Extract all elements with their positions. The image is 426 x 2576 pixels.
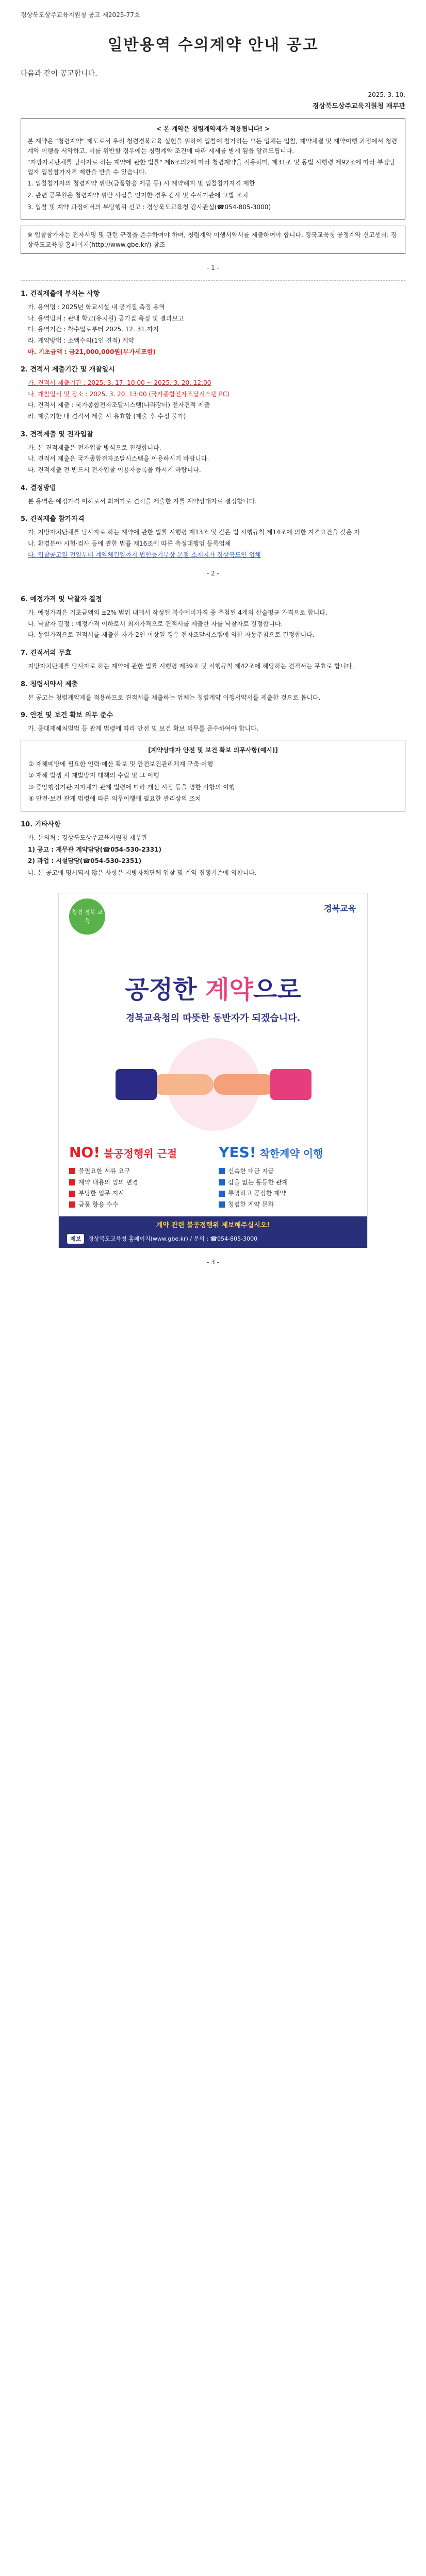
yes-item-text: 투명하고 공정한 계약 [228,1190,286,1197]
section-item: 가. 문의처 : 경상북도상주교육지원청 재무관 [28,834,148,842]
section-title: 2. 견적서 제출기간 및 개찰일시 [21,366,115,374]
page-number: - 2 - [207,570,219,578]
poster-headline-part: 공정한 [125,975,206,1005]
no-heading-text: 불공정행위 근절 [100,1147,177,1160]
check-icon [219,1179,225,1185]
notice-number: 경상북도상주교육지원청 공고 제2025-77호 [21,11,140,19]
notice-text: ※ 입찰참가자는 전자서명 및 관련 규정을 준수하여야 하며, 청렴계약 이행서약서를 제출하여야 합니다. 경북교육청 공정계약 신고센터: 경상북도교육청 홈페이지(http://www.gbe.kr/) 참조 [27,231,397,248]
section-item: 가. 본 견적제출은 전자입찰 방식으로 진행합니다. [28,444,161,451]
section-title: 6. 예정가격 및 낙찰자 결정 [21,595,102,603]
summary-item: ③ 중앙행정기관·지자체가 관계 법령에 따라 개선 시정 등을 명한 사항의 이행 [28,783,235,791]
check-icon [219,1191,225,1197]
poster-footer-row [67,1234,359,1244]
integrity-para: "지방자치단체를 당사자로 하는 계약에 관한 법률" 제6조의2에 따라 청렴계약을 적용하며, 제31조 및 동법 시행령 제92조에 따라 부정당업자 입찰참가자격 제한을 받을 수 있습니다. [27,159,395,176]
yes-heading-mark: YES! [219,1143,256,1161]
no-item-text: 불필요한 서류 요구 [78,1167,130,1175]
no-item-text: 부당한 업무 지시 [78,1190,124,1197]
section-item-highlight: 가. 견적서 제출기간 : 2025. 3. 17. 10:00 ~ 2025. 3. 20. 12:00 [28,379,211,387]
poster-subheadline: 경북교육청의 따뜻한 동반자가 되겠습니다. [125,1012,301,1024]
handshake-icon [74,1033,353,1136]
section-item: 라. 제출기한 내 견적서 제출 시 유효함 (제출 후 수정 불가) [28,413,186,420]
section-2 [21,365,405,421]
section-10 [21,820,405,878]
no-item-text: 계약 내용의 임의 변경 [78,1178,138,1186]
section-item: 가. 지방자치단체를 당사자로 하는 계약에 관한 법률 시행령 제13조 및 같은 법 시행규칙 제14조에 의한 자격요건을 갖춘 자 [28,529,361,536]
section-item: 다. 용역기간 : 착수일로부터 2025. 12. 31.까지 [28,326,159,333]
section-title: 5. 견적제출 참가자격 [21,515,85,523]
yes-item [219,1166,357,1176]
section-item: 나. 환경분야 시험·검사 등에 관한 법률 제16조에 따른 측정대행업 등록업체 [28,540,231,548]
poster-top [59,893,367,971]
yes-item [219,1178,357,1188]
fair-contract-poster [58,893,368,1248]
notice-date: 2025. 3. 10. [368,91,405,98]
integrity-para: 2. 관련 공무원은 청렴계약 위반 사실을 인지한 경우 감사 및 수사기관에 고발 조치 [27,192,249,199]
no-heading [69,1141,207,1163]
section-6 [21,595,405,640]
poster-headline [59,971,367,1009]
poster-footer [59,1216,367,1248]
check-icon [69,1201,75,1208]
summary-item: ④ 안전·보건 관계 법령에 따른 의무이행에 필요한 관리상의 조치 [28,795,201,803]
section-1 [21,289,405,357]
section-title: 3. 견적제출 및 전자입찰 [21,430,93,438]
integrity-para: 3. 입찰 및 계약 과정에서의 부당행위 신고 : 경상북도교육청 감사관실(☎054-805-3000) [27,203,271,211]
integrity-box-title: < 본 계약은 청렴계약제가 적용됩니다! > [156,125,270,132]
yes-item-text: 신속한 대금 지급 [228,1167,274,1175]
section-title: 10. 기타사항 [21,820,61,828]
section-item: 가. 중대재해처벌법 등 관계 법령에 따라 안전 및 보건 확보 의무를 준수하여야 합니다. [28,725,259,733]
section-5 [21,514,405,560]
summary-title: [계약상대자 안전 및 보건 확보 의무사항(예시)] [148,746,278,754]
yes-item [219,1189,357,1198]
yes-heading [219,1141,357,1163]
section-item: 가. 용역명 : 2025년 학교시설 내 공기질 측정 용역 [28,303,165,311]
section-item: 라. 계약방법 : 소액수의(1인 견적) 계약 [28,336,135,344]
contact-item: 1) 공고 : 재무관 계약담당(☎054-530-2331) [28,845,162,853]
no-item [69,1189,207,1198]
section-item: 다. 견적서 제출 : 국가종합전자조달시스템(나라장터) 전자견적 제출 [28,401,210,409]
check-icon [219,1201,225,1208]
poster-columns [59,1136,367,1216]
yes-column [219,1141,357,1211]
summary-list [28,759,398,804]
section-item: 다. 견적제출 전 반드시 전자입찰 이용자등록을 하시기 바랍니다. [28,466,201,473]
poster-footer-text: 경상북도교육청 홈페이지(www.gbe.kr) / 문의 : ☎054-805-3000 [88,1235,258,1242]
check-icon [69,1179,75,1185]
no-item [69,1166,207,1176]
summary-item: ① 재해예방에 필요한 인력·예산 확보 및 안전보건관리체계 구축·이행 [28,760,214,768]
no-item [69,1200,207,1210]
integrity-para: 1. 입찰참가자의 청렴계약 위반(금품향응 제공 등) 시 계약해지 및 입찰참가자격 제한 [27,180,255,188]
report-badge: 제보 [67,1234,84,1244]
poster-logo: 경북교육 [324,904,356,914]
section-item: 다. 동일가격으로 견적서를 제출한 자가 2인 이상일 경우 전자조달시스템에 의한 자동추첨으로 결정합니다. [28,631,315,639]
section-title: 7. 견적서의 무효 [21,649,72,657]
section-4 [21,483,405,506]
page-divider [21,280,405,281]
poster-headline-accent: 계약 [205,975,253,1005]
section-item: 지방자치단체를 당사자로 하는 계약에 관한 법률 시행령 제39조 및 시행규칙 제42조에 해당하는 견적서는 무효로 합니다. [28,662,354,670]
section-item: 가. 예정가격은 기초금액의 ±2% 범위 내에서 작성된 복수예비가격 중 추첨된 4개의 산술평균 가격으로 합니다. [28,608,327,616]
safety-summary-box [21,740,405,811]
section-title: 9. 안전 및 보건 확보 의무 준수 [21,711,113,720]
section-title: 4. 결정방법 [21,484,56,492]
section-item: 나. 용역범위 : 관내 학교(유치원) 공기질 측정 및 결과보고 [28,314,184,322]
yes-item-text: 청렴한 계약 문화 [228,1200,274,1208]
notice-box [21,226,405,254]
handshake-illustration [74,1033,352,1136]
integrity-box [21,118,405,220]
poster-badge: 청렴 경북 교육 [69,899,105,935]
integrity-para: 본 계약은 "청렴계약" 제도로서 우리 청렴경북교육 실현을 위하여 입찰에 참가하는 모든 업체는 입찰, 계약체결 및 계약이행 과정에서 청렴계약 이행을 서약하고, 이를 위반할 경우에는 청렴계약 조건에 따라 제재를 받게 됨을 알려드립니다. [27,138,398,155]
check-icon [219,1168,225,1174]
document-sheet [0,0,426,1267]
summary-item: ② 재해 발생 시 재발방지 대책의 수립 및 그 이행 [28,772,159,779]
poster-footer-heading: 계약 관련 불공정행위 제보해주십시오! [156,1221,270,1229]
no-heading-mark: NO! [69,1143,101,1161]
yes-item [219,1200,357,1210]
check-icon [69,1168,75,1174]
section-item: 나. 견적서 제출은 국가종합전자조달시스템을 이용하시기 바랍니다. [28,455,209,463]
check-icon [69,1191,75,1197]
yes-heading-text: 착한계약 이행 [256,1147,323,1160]
section-title: 1. 견적제출에 부치는 사항 [21,290,100,298]
section-item-highlight: 나. 개찰일시 및 장소 : 2025. 3. 20. 13:00 (국가종합전자조달시스템 PC) [28,390,230,398]
no-column [69,1141,207,1211]
section-9 [21,710,405,734]
closing-text: 나. 본 공고에 명시되지 않은 사항은 지방자치단체 입찰 및 계약 집행기준에 의합니다. [28,869,257,876]
section-item: 본 용역은 예정가격 이하로서 최저가로 견적을 제출한 자를 계약상대자로 결정합니다. [28,497,257,505]
issuer: 경상북도상주교육지원청 재무관 [312,103,405,111]
section-7 [21,648,405,671]
section-3 [21,430,405,475]
yes-item-text: 갑을 없는 동등한 관계 [228,1178,288,1186]
document-title: 일반용역 수의계약 안내 공고 [107,36,319,54]
section-item: 나. 낙찰자 결정 : 예정가격 이하로서 최저가격으로 견적서를 제출한 자를 낙찰자로 결정합니다. [28,620,283,628]
page-number: - 1 - [207,264,219,272]
section-item: 본 공고는 청렴계약제를 적용하므로 견적서를 제출하는 업체는 청렴계약 이행서약서를 제출한 것으로 봅니다. [28,693,321,701]
contact-item: 2) 과업 : 시설담당(☎054-530-2351) [28,857,142,865]
section-item-highlight: 마. 기초금액 : 금21,000,000원(부가세포함) [28,348,156,355]
no-item [69,1178,207,1188]
section-title: 8. 청렴서약서 제출 [21,680,78,688]
poster-headline-part: 으로 [253,975,301,1005]
lead-text: 다음과 같이 공고합니다. [21,70,97,78]
no-item-text: 금품 향응 수수 [78,1200,119,1208]
page-number: - 3 - [207,1258,219,1266]
section-item-highlight: 다. 입찰공고일 전일부터 계약체결일까지 법인등기부상 본점 소재지가 경상북도인 업체 [28,551,261,558]
section-8 [21,680,405,703]
